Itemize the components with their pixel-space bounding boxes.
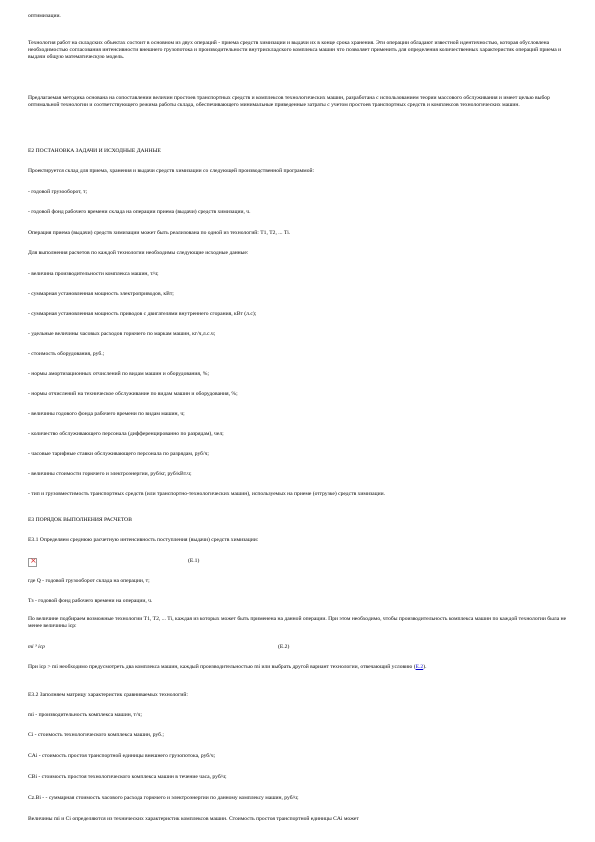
list-item: - часовые тарифные ставки обслуживающего персонала по разрядам, руб/ч;	[28, 451, 209, 457]
broken-image-icon	[28, 558, 37, 567]
para-design: Проектируется склад для приема, хранения и выдачи средств химизации со следующей производственной программой:	[28, 168, 315, 174]
list-item: mi - производительность комплекса машин, т/ч;	[28, 712, 142, 718]
formula-number: (Е.1)	[188, 558, 200, 564]
para-e31: Е3.1 Определяем среднюю расчетную интенсивность поступления (выдачи) средств химизации:	[28, 537, 259, 543]
formula-text: mi ³ icp	[28, 644, 45, 650]
formula-number: (Е.2)	[278, 644, 290, 650]
heading-e3: Е3 ПОРЯДОК ВЫПОЛНЕНИЯ РАСЧЕТОВ	[28, 517, 132, 523]
para-inputs: Для выполнения расчетов по каждой технологии необходимы следующие исходные данные:	[28, 250, 249, 256]
formula-link[interactable]: Е.2	[415, 664, 424, 670]
para-operation: Операция приема (выдачи) средств химизации может быть реализована по одной из технологий: Т1, Т2, ... Тi.	[28, 230, 291, 236]
list-item: Сi - стоимость технологического комплекса машин, руб.;	[28, 732, 164, 738]
para-e32: Е3.2 Заполняем матрицу характеристик сравниваемых технологий:	[28, 692, 188, 698]
para-icp-text: При icp > mi необходимо предусмотреть два комплекса машин, каждый производительностью mi или выбрать другой вариант технологии, отвечающий условию (	[28, 664, 416, 670]
list-item: - нормы амортизационных отчислений по видам машин и оборудования, %;	[28, 371, 209, 377]
list-item: - нормы отчислений на техническое обслуживание по видам машин и оборудования, %;	[28, 391, 238, 397]
list-item: - величины стоимости горючего и электроэнергии, руб/кг, руб/кВт.ч;	[28, 471, 192, 477]
para-method: Предлагаемая методика основана на сопоставлении величин простоев транспортных средств и комплексов технологических машин, разработана с использованием теории массового обслуживания и имеет целью выбор оптимальной технологии и соответствующего режима работы склада, обеспечивающего минимальные приведенные затраты с учетом простоев транспортных средств и комплексов технологических машин.	[28, 95, 550, 109]
para-tech-select: По величине подбираем возможные технологии Т1, Т2, ... Тi, каждая из которых может быть применена на данной операции. При этом необходимо, чтобы производительность комплекса машин по каждой технологии была не менее величины icp:	[28, 616, 567, 630]
para-values: Величины mi и Сi определяются из технических характеристик комплексов машин. Стоимость простоя транспортной единицы СAi может	[28, 816, 359, 822]
list-item: - тип и грузовместимость транспортных средств (или транспортно-технологических машин), используемых на приеме (отгрузке) средств химизации.	[28, 491, 386, 497]
list-item: - стоимость оборудования, руб.;	[28, 351, 105, 357]
para-icp	[28, 664, 572, 671]
list-item: - величины годового фонда рабочего времени по видам машин, ч;	[28, 411, 185, 417]
formula-e1	[28, 554, 572, 566]
list-item: - суммарная установленная мощность электроприводов, кВт;	[28, 291, 174, 297]
para-icp-end: ).	[423, 664, 427, 670]
list-item: СAi - стоимость простоя транспортной единицы внешнего грузопотока, руб/ч;	[28, 753, 216, 759]
para-0: оптимизации.	[28, 13, 61, 19]
heading-e2: Е2 ПОСТАНОВКА ЗАДАЧИ И ИСХОДНЫЕ ДАННЫЕ	[28, 148, 161, 154]
list-item: - годовой грузооборот, т;	[28, 189, 88, 195]
list-item: - суммарная установленная мощность приводов с двигателями внутреннего сгорания, кВт (л.с);	[28, 311, 257, 317]
para-tz: Тз - годовой фонд рабочего времени на операции, ч.	[28, 598, 153, 604]
para-technology: Технология работ на складских объектах состоит в основном из двух операций - приема средств химизации и выдачи их в конце срока хранения. Эти операции обладают известной идентичностью, которая обусловлена необходимостью согласования интенсивности внешнего грузопотока и производительности внутрискладского комплекса машин что позволяет применить для определения количественных характеристик операций приема и выдачи общую математическую модель.	[28, 40, 562, 61]
list-item: Cz.Bi - - суммарная стоимость часового расхода горючего и электроэнергии по данному комплексу машин, руб/ч;	[28, 795, 299, 801]
list-item: CBi - стоимость простоя технологического комплекса машин в течение часа, руб/ч;	[28, 774, 227, 780]
list-item: - величина производительности комплекса машин, т/ч;	[28, 271, 159, 277]
list-item: - количество обслуживающего персонала (дифференцированно по разрядам), чел;	[28, 431, 224, 437]
list-item: - удельные величины часовых расходов горючего по маркам машин, кг/ч,л.с.ч;	[28, 331, 216, 337]
list-item: - годовой фонд рабочего времени склада на операции приема (выдачи) средств химизации, ч.	[28, 209, 251, 215]
formula-e2	[28, 644, 572, 652]
para-q: где Q - годовой грузооборот склада на операции, т;	[28, 578, 150, 584]
